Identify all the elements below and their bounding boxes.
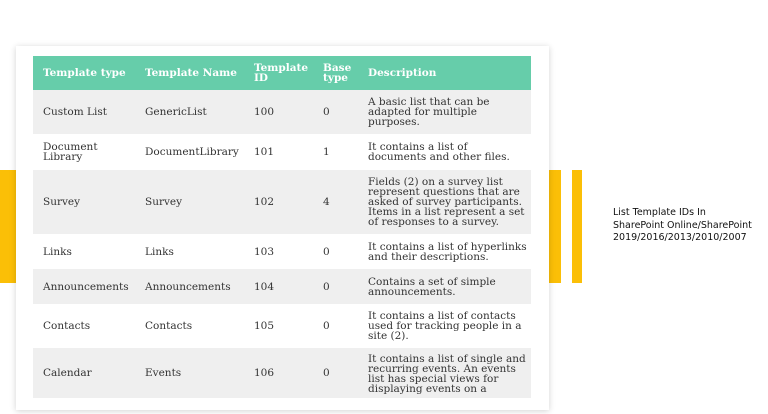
cell-base-type: 0 <box>313 348 358 398</box>
cell-template-type: Links <box>43 245 72 258</box>
table-row <box>33 269 531 304</box>
caption <box>613 207 752 245</box>
cell-template-type: Survey <box>33 170 135 234</box>
table-row <box>33 90 531 134</box>
table-header <box>33 56 531 90</box>
cell-template-type: Contacts <box>43 320 91 332</box>
cell-description: It contains a list of contacts used for tracking people in a site (2). <box>368 310 522 342</box>
cell-base-type: 4 <box>313 170 358 234</box>
cell-description: It contains a list of single and recurring events. An events list has special views for displaying events on a <box>358 348 531 398</box>
cell-template-type: Calendar <box>33 348 135 398</box>
cell-base-type: 1 <box>323 146 330 158</box>
cell-template-id: 100 <box>244 90 313 134</box>
cell-description: Fields (2) on a survey list represent questions that are asked of survey participants. Items in a list represent a set of responses to a survey. <box>358 170 531 234</box>
cell-description: A basic list that can be adapted for multiple purposes. <box>358 90 531 134</box>
caption-line-1: List Template IDs In <box>613 207 706 218</box>
cell-template-id: 103 <box>254 245 275 258</box>
cell-template-name: DocumentLibrary <box>145 146 239 158</box>
table-row <box>33 170 531 234</box>
cell-template-type: Announcements <box>33 269 135 304</box>
header-description: Description <box>358 56 531 90</box>
cell-template-type: Document Library <box>43 141 98 163</box>
caption-line-2: SharePoint Online/SharePoint <box>613 219 752 231</box>
table-card <box>16 46 549 410</box>
cell-description: It contains a list of documents and other files. <box>368 141 510 163</box>
cell-base-type: 0 <box>313 269 358 304</box>
header-base-type: Base type <box>313 56 358 90</box>
list-template-table <box>33 56 531 398</box>
cell-base-type: 0 <box>313 90 358 134</box>
cell-description: It contains a list of hyperlinks and their descriptions. <box>368 240 527 263</box>
cell-template-type: Custom List <box>33 90 135 134</box>
caption-line-3: 2019/2016/2013/2010/2007 <box>613 232 747 243</box>
cell-template-name: Survey <box>135 170 244 234</box>
table-row <box>33 304 531 348</box>
cell-template-name: Announcements <box>135 269 244 304</box>
table-row <box>33 234 531 269</box>
cell-base-type: 0 <box>323 320 330 332</box>
header-template-name: Template Name <box>135 56 244 90</box>
cell-template-name: GenericList <box>135 90 244 134</box>
cell-template-name: Events <box>135 348 244 398</box>
cell-template-name: Contacts <box>145 320 193 332</box>
table-row <box>33 348 531 398</box>
cell-template-id: 101 <box>254 146 275 158</box>
cell-template-id: 106 <box>244 348 313 398</box>
cell-template-id: 102 <box>244 170 313 234</box>
table-row <box>33 134 531 170</box>
header-template-type: Template type <box>33 56 135 90</box>
cell-base-type: 0 <box>323 245 330 258</box>
accent-bar-right <box>549 170 561 283</box>
cell-template-name: Links <box>145 245 174 258</box>
accent-bar-left <box>0 170 16 283</box>
cell-template-id: 105 <box>254 320 275 332</box>
accent-bar-far-right <box>572 170 582 283</box>
cell-template-id: 104 <box>244 269 313 304</box>
cell-description: Contains a set of simple announcements. <box>358 269 531 304</box>
header-template-id: Template ID <box>244 56 313 90</box>
